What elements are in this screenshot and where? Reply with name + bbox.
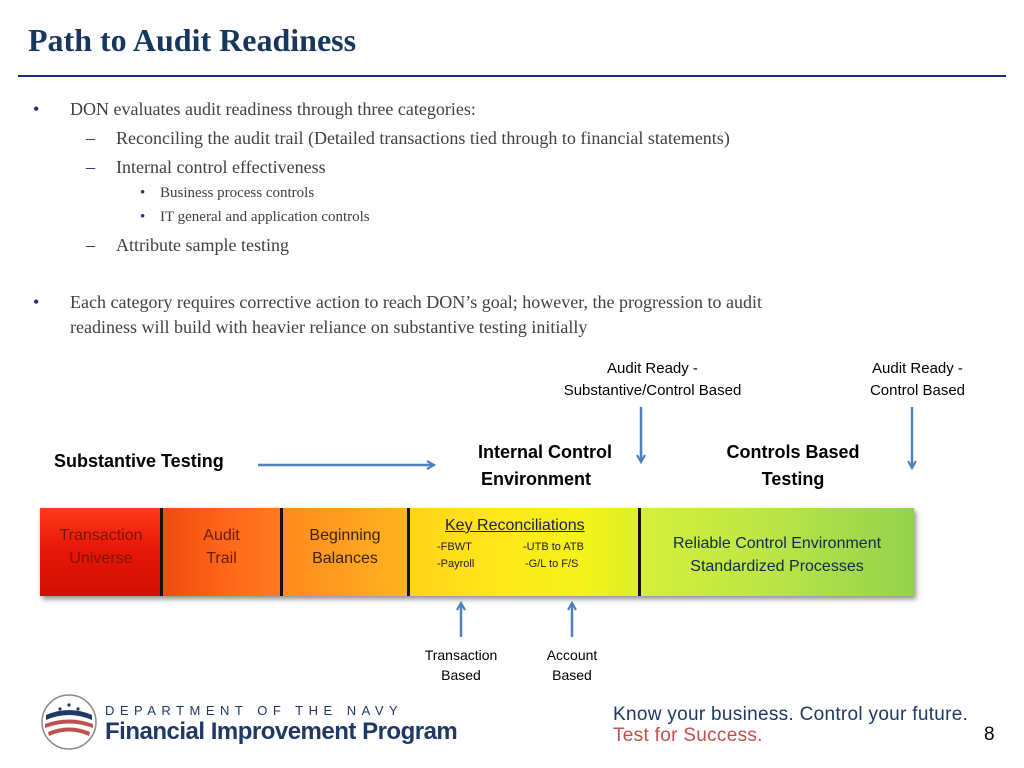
- audit-ready-2-line-2: Control Based: [869, 382, 966, 399]
- navy-seal-icon: [40, 693, 98, 751]
- account-based-label: [522, 645, 622, 685]
- transaction-based-label: [410, 645, 512, 685]
- seg-2-line-1: Audit: [203, 527, 240, 544]
- segment-beginning-balances: [281, 508, 409, 596]
- key-gl: -G/L to F/S: [525, 558, 579, 570]
- page-number: 8: [984, 724, 995, 745]
- seg-5-line-1: Reliable Control Environment: [672, 535, 882, 552]
- audit-ready-1-line-2: Substantive/Control Based: [563, 382, 742, 399]
- program-name: Financial Improvement Program: [105, 718, 458, 745]
- segment-divider: [407, 508, 410, 596]
- controls-based-line-2: Testing: [761, 469, 825, 489]
- transaction-based-line-1: Transaction: [424, 647, 498, 663]
- tagline-2: Test for Success.: [613, 725, 763, 746]
- dash-icon: –: [86, 128, 95, 148]
- segment-audit-trail: [162, 508, 281, 596]
- bullet-1-sub-1: Reconciling the audit trail (Detailed transactions tied through to financial statements): [116, 128, 730, 148]
- department-name: DEPARTMENT OF THE NAVY: [105, 703, 404, 718]
- seg-3-line-2: Balances: [312, 550, 378, 567]
- dash-icon: –: [86, 157, 95, 177]
- readiness-bar: [40, 508, 914, 596]
- bullet-1-sub-2-b: IT general and application controls: [160, 209, 370, 225]
- substantive-testing-label: Substantive Testing: [54, 451, 224, 471]
- tagline-1: Know your business. Control your future.: [613, 704, 969, 725]
- seg-2-line-2: Trail: [206, 550, 237, 567]
- internal-control-line-2: Environment: [480, 469, 591, 489]
- slide-title: Path to Audit Readiness: [28, 22, 357, 58]
- seg-1-line-2: Universe: [69, 550, 133, 567]
- seg-3-line-1: Beginning: [309, 527, 381, 544]
- segment-key-reconciliations: [409, 508, 640, 596]
- internal-control-line-1: Internal Control: [478, 442, 612, 462]
- bullet-2-line-1: Each category requires corrective action to reach DON’s goal; however, the progression to audit: [70, 292, 763, 312]
- controls-based-line-1: Controls Based: [726, 442, 860, 462]
- seg-1-line-1: Transaction: [59, 527, 143, 544]
- key-utb: -UTB to ATB: [523, 541, 584, 553]
- bullet-1-sub-3: Attribute sample testing: [116, 235, 289, 255]
- key-fbwt: -FBWT: [437, 541, 472, 553]
- segment-divider: [280, 508, 283, 596]
- key-payroll: -Payroll: [437, 558, 475, 570]
- bullet-1-sub-2-a: Business process controls: [160, 185, 315, 201]
- bullet-2-line-2: readiness will build with heavier reliance on substantive testing initially: [70, 317, 588, 337]
- transaction-based-line-2: Based: [441, 667, 481, 683]
- audit-ready-1-line-1: Audit Ready -: [607, 360, 698, 377]
- segment-divider: [638, 508, 641, 596]
- segment-transaction-universe: [40, 508, 162, 596]
- audit-ready-2-line-1: Audit Ready -: [872, 360, 963, 377]
- bullet-dot-icon: •: [140, 209, 146, 225]
- seg-5-line-2: Standardized Processes: [690, 558, 864, 575]
- segment-reliable-control: [640, 508, 914, 596]
- bullet-1: DON evaluates audit readiness through three categories:: [70, 99, 476, 119]
- dash-icon: –: [86, 235, 95, 255]
- bullet-dot-icon: •: [140, 185, 146, 201]
- account-based-line-1: Account: [546, 647, 598, 663]
- account-based-line-2: Based: [552, 667, 592, 683]
- bullet-1-sub-2: Internal control effectiveness: [116, 157, 326, 177]
- key-reconciliations-title: Key Reconciliations: [445, 517, 585, 534]
- bullet-dot-icon: •: [33, 292, 40, 312]
- segment-divider: [160, 508, 163, 596]
- bullet-dot-icon: •: [33, 99, 40, 119]
